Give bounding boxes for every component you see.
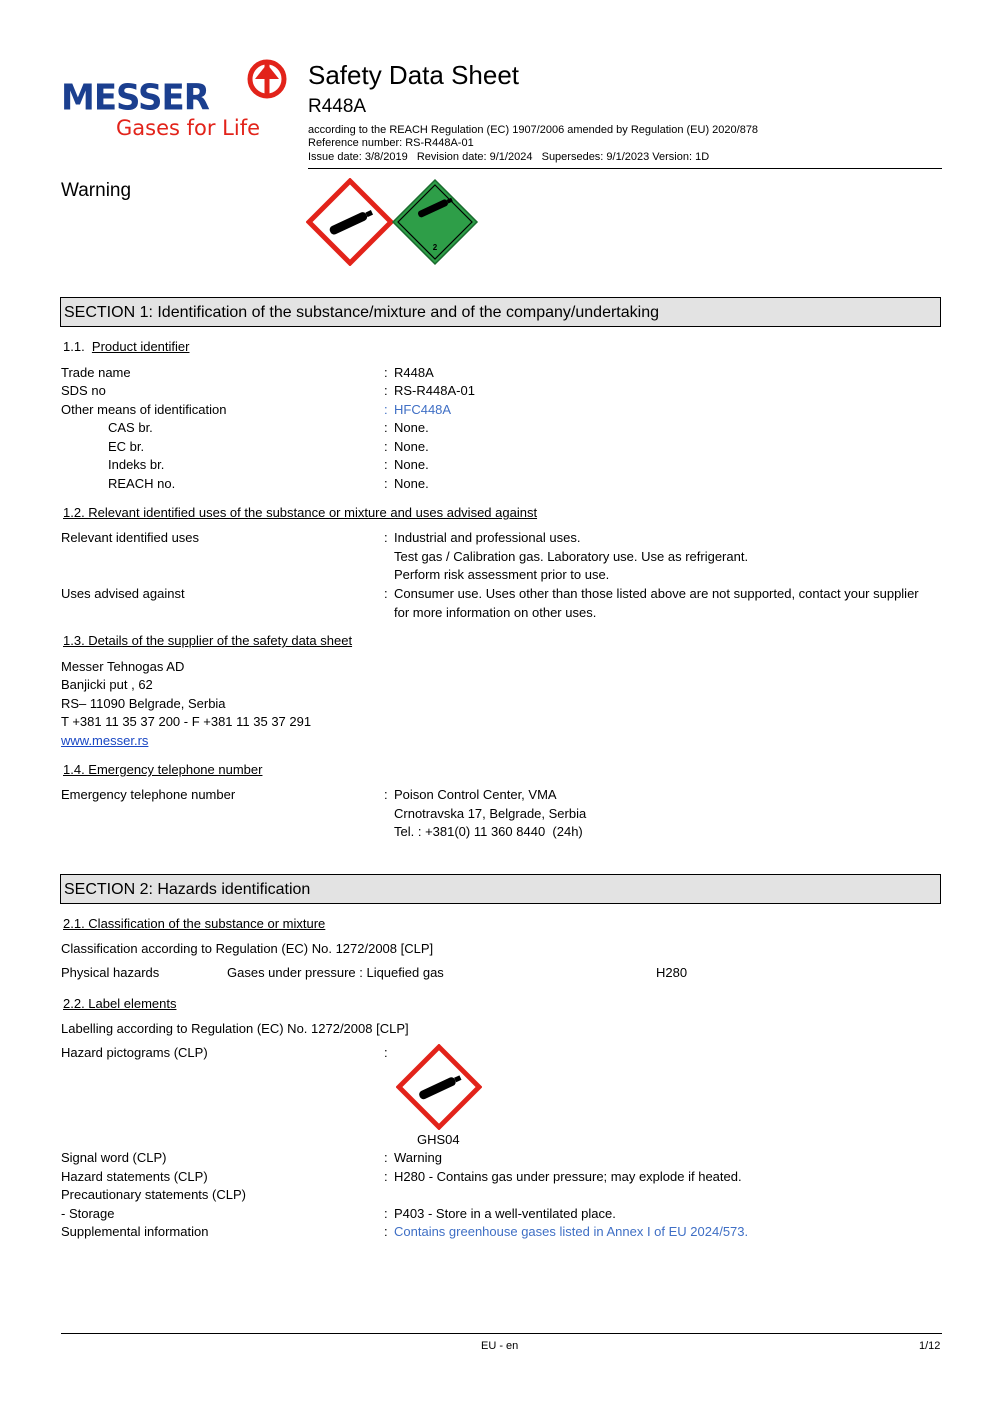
ghs04-gas-cylinder-icon — [396, 1044, 482, 1130]
subheading-1-2: 1.2. Relevant identified uses of the substance or mixture and uses advised against — [63, 505, 538, 520]
colon: : — [384, 1206, 388, 1221]
sds-no-label: SDS no — [61, 383, 106, 398]
pictograms-label: Hazard pictograms (CLP) — [61, 1045, 208, 1060]
cas-label: CAS br. — [108, 420, 153, 435]
ghs04-gas-cylinder-icon — [306, 178, 394, 266]
other-id-label: Other means of identification — [61, 402, 227, 417]
physical-hazards-label: Physical hazards — [61, 965, 160, 980]
colon: : — [384, 383, 388, 398]
relevant-uses-label: Relevant identified uses — [61, 530, 200, 545]
other-id-value[interactable]: HFC448A — [394, 402, 452, 417]
trade-name-value: R448A — [394, 365, 434, 380]
signal-word-label: Signal word (CLP) — [61, 1150, 167, 1165]
storage-label: - Storage — [61, 1206, 115, 1221]
section1-header: SECTION 1: Identification of the substance/mixture and of the company/undertaking — [60, 297, 941, 327]
precautionary-label: Precautionary statements (CLP) — [61, 1187, 246, 1202]
emergency-label: Emergency telephone number — [61, 787, 236, 802]
emergency-line1: Poison Control Center, VMA — [394, 787, 557, 802]
emergency-line2: Crnotravska 17, Belgrade, Serbia — [394, 806, 587, 821]
document-title: Safety Data Sheet — [308, 60, 520, 90]
physical-hazards-code: H280 — [656, 965, 688, 980]
colon: : — [384, 365, 388, 380]
colon: : — [384, 439, 388, 454]
reach-label: REACH no. — [108, 476, 176, 491]
sds-no-value: RS-R448A-01 — [394, 383, 475, 398]
hazard-statements-value: H280 - Contains gas under pressure; may explode if heated. — [394, 1169, 742, 1184]
logo-wordmark: MESSER — [61, 77, 209, 119]
index-value: None. — [394, 457, 429, 472]
colon: : — [384, 787, 388, 802]
labelling-line: Labelling according to Regulation (EC) No. 1272/2008 [CLP] — [61, 1021, 409, 1036]
classification-line: Classification according to Regulation (EC) No. 1272/2008 [CLP] — [61, 941, 434, 956]
colon: : — [384, 476, 388, 491]
colon: : — [384, 402, 388, 417]
index-label: Indeks br. — [108, 457, 165, 472]
supplier-name: Messer Tehnogas AD — [61, 659, 185, 674]
product-name: R448A — [308, 96, 367, 117]
physical-hazards-value: Gases under pressure : Liquefied gas — [227, 965, 444, 980]
uses-against-label: Uses advised against — [61, 586, 185, 601]
adr-class-number: 2 — [432, 243, 438, 252]
supplier-street: Banjicki put , 62 — [61, 677, 153, 692]
colon: : — [384, 586, 388, 601]
footer-page-number: 1/12 — [919, 1340, 941, 1352]
adr-class2-non-flammable-gas-icon — [391, 178, 479, 266]
trade-name-label: Trade name — [61, 365, 131, 380]
supplemental-value-link[interactable]: Contains greenhouse gases listed in Annex I of EU 2024/573. — [394, 1224, 749, 1239]
reference-line: Reference number: RS-R448A-01 — [308, 137, 474, 149]
colon: : — [384, 457, 388, 472]
colon: : — [384, 1169, 388, 1184]
subheading-1-1: 1.1. Product identifier — [63, 339, 190, 354]
footer-divider — [61, 1333, 942, 1334]
hazard-statements-label: Hazard statements (CLP) — [61, 1169, 208, 1184]
emergency-line3: Tel. : +381(0) 11 360 8440 (24h) — [394, 824, 583, 839]
uses-against-line2: for more information on other uses. — [394, 605, 597, 620]
ec-value: None. — [394, 439, 429, 454]
pictogram-code: GHS04 — [417, 1132, 460, 1147]
supplemental-label: Supplemental information — [61, 1224, 209, 1239]
ec-label: EC br. — [108, 439, 145, 454]
dates-line: Issue date: 3/8/2019 Revision date: 9/1/2024 Supersedes: 9/1/2023 Version: 1D — [308, 151, 710, 163]
relevant-uses-line3: Perform risk assessment prior to use. — [394, 567, 610, 582]
logo-tagline: Gases for Life — [116, 116, 261, 140]
colon: : — [384, 420, 388, 435]
signal-word-value: Warning — [394, 1150, 442, 1165]
messer-logo-icon — [246, 58, 288, 100]
regulation-line: according to the REACH Regulation (EC) 1907/2006 amended by Regulation (EU) 2020/878 — [308, 124, 759, 136]
uses-against-line1: Consumer use. Uses other than those listed above are not supported, contact your supplier — [394, 586, 919, 601]
supplier-city: RS– 11090 Belgrade, Serbia — [61, 696, 226, 711]
subheading-1-4: 1.4. Emergency telephone number — [63, 762, 263, 777]
colon: : — [384, 530, 388, 545]
subheading-1-3: 1.3. Details of the supplier of the safety data sheet — [63, 633, 353, 648]
colon: : — [384, 1045, 388, 1060]
colon: : — [384, 1224, 388, 1239]
supplier-phone: T +381 11 35 37 200 - F +381 11 35 37 291 — [61, 714, 312, 729]
section2-header: SECTION 2: Hazards identification — [60, 874, 941, 904]
storage-value: P403 - Store in a well-ventilated place. — [394, 1206, 616, 1221]
relevant-uses-line2: Test gas / Calibration gas. Laboratory use. Use as refrigerant. — [394, 549, 749, 564]
colon: : — [384, 1150, 388, 1165]
cas-value: None. — [394, 420, 429, 435]
footer-locale: EU - en — [481, 1340, 519, 1352]
header-divider — [308, 168, 942, 169]
subheading-2-2: 2.2. Label elements — [63, 996, 177, 1011]
relevant-uses-line1: Industrial and professional uses. — [394, 530, 581, 545]
reach-value: None. — [394, 476, 429, 491]
subheading-2-1: 2.1. Classification of the substance or mixture — [63, 916, 326, 931]
supplier-website-link[interactable]: www.messer.rs — [61, 733, 149, 748]
signal-word-header: Warning — [61, 180, 132, 201]
